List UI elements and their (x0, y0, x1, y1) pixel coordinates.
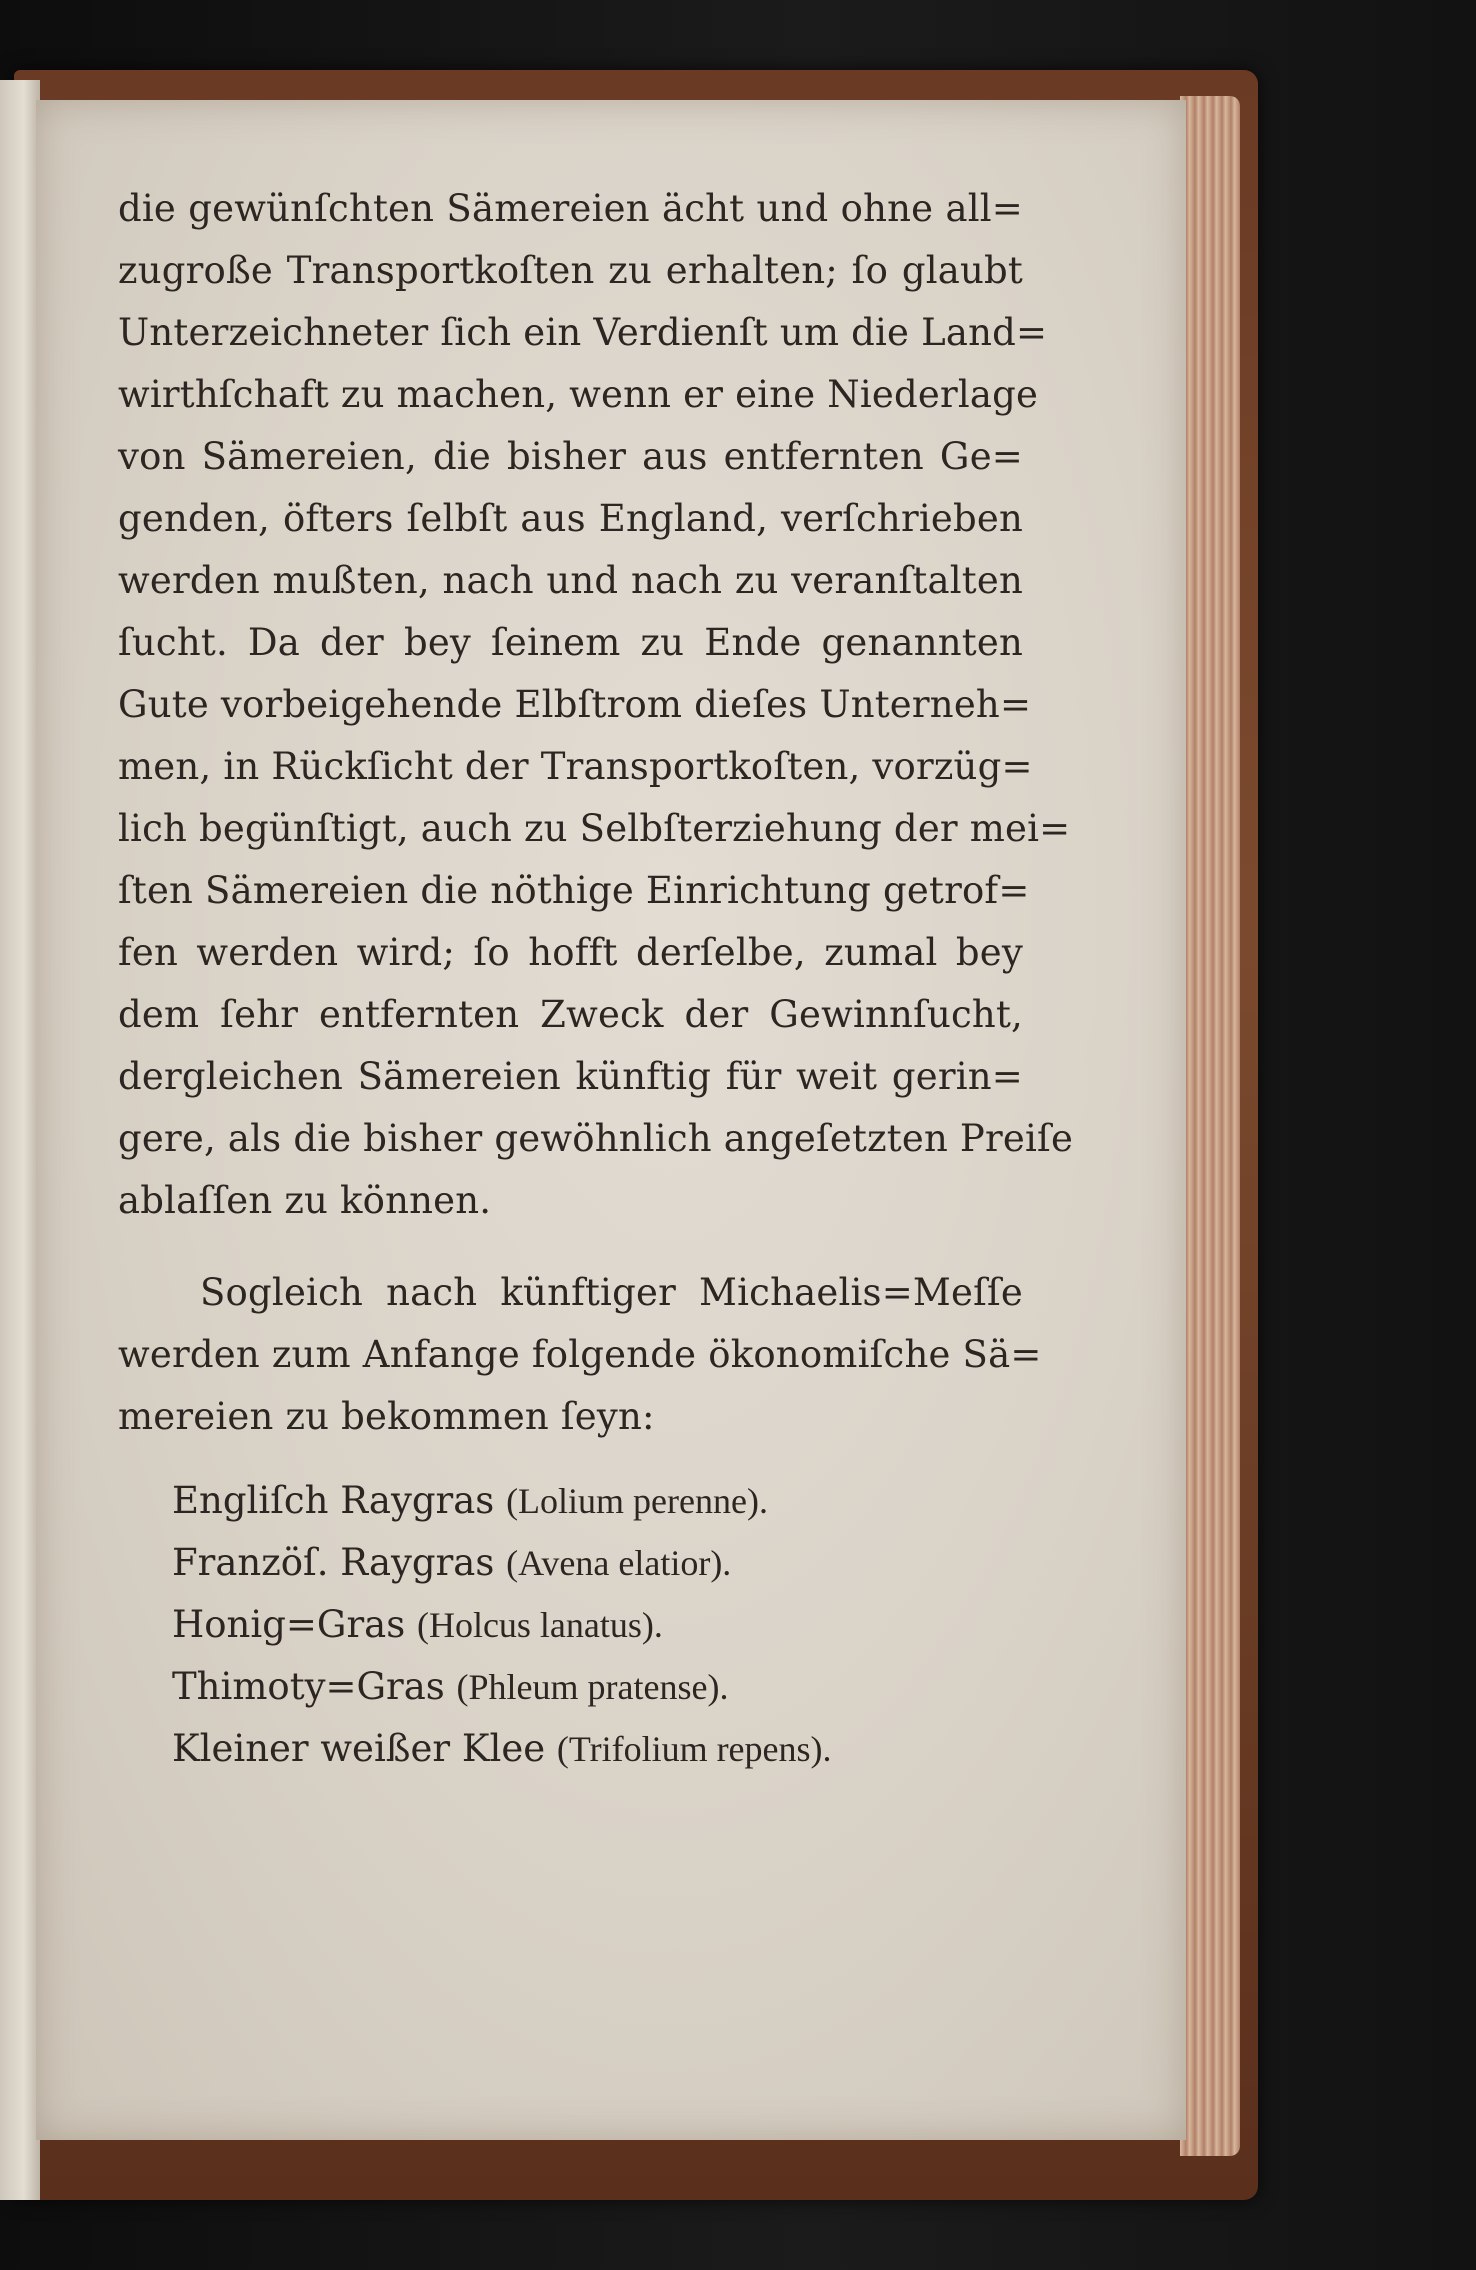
text-line: dergleichen Sämereien künftig für weit gerin= (118, 1055, 1023, 1098)
left-page-gutter (0, 80, 40, 2200)
text-line: men, in Rückſicht der Transportkoſten, vorzüg= (118, 745, 1033, 788)
paragraph-gap (118, 1232, 1023, 1262)
seed-latin-name: (Holcus lanatus). (416, 1605, 663, 1645)
seed-latin-name: (Lolium perenne). (506, 1481, 768, 1521)
seed-name: Kleiner weißer Klee (172, 1727, 546, 1770)
list-item (118, 1532, 1023, 1594)
seed-name: Franzöſ. Raygras (172, 1541, 495, 1584)
text-line: dem ſehr entfernten Zweck der Gewinnſucht, (118, 993, 1023, 1036)
paragraph-1 (118, 178, 1074, 1232)
list-item (118, 1594, 1023, 1656)
text-line: Sogleich nach künftiger Michaelis=Meſſe (200, 1271, 1023, 1314)
seed-name: Honig=Gras (172, 1603, 406, 1646)
text-line: gere, als die bisher gewöhnlich angeſetzten Preiſe (118, 1117, 1074, 1160)
seed-latin-name: (Trifolium repens). (556, 1729, 832, 1769)
text-line: genden, öfters ſelbſt aus England, verſchrieben (118, 497, 1023, 540)
list-item (118, 1470, 1023, 1532)
page-text (118, 178, 1074, 1780)
seed-name: Engliſch Raygras (172, 1479, 495, 1522)
text-line: lich begünſtigt, auch zu Selbſterziehung der mei= (118, 807, 1071, 850)
text-line: Gute vorbeigehende Elbſtrom dieſes Unterneh= (118, 683, 1032, 726)
text-line: mereien zu bekommen ſeyn: (118, 1395, 655, 1438)
text-line: wirthſchaft zu machen, wenn er eine Niederlage (118, 373, 1039, 416)
seed-latin-name: (Avena elatior). (506, 1543, 732, 1583)
list-item (118, 1656, 1023, 1718)
text-line: ſucht. Da der bey ſeinem zu Ende genannten (118, 621, 1023, 664)
text-line: ſten Sämereien die nöthige Einrichtung getrof= (118, 869, 1030, 912)
seed-name: Thimoty=Gras (172, 1665, 445, 1708)
paragraph-2 (118, 1262, 1042, 1448)
text-line: zugroße Transportkoſten zu erhalten; ſo glaubt (118, 249, 1023, 292)
text-line: werden zum Anfange folgende ökonomiſche Sä= (118, 1333, 1042, 1376)
seed-latin-name: (Phleum pratense). (456, 1667, 729, 1707)
text-line: von Sämereien, die bisher aus entfernten Ge= (118, 435, 1023, 478)
seed-list (118, 1470, 1023, 1780)
text-line: werden mußten, nach und nach zu veranſtalten (118, 559, 1023, 602)
text-line: Unterzeichneter ſich ein Verdienſt um die Land= (118, 311, 1048, 354)
text-line: die gewünſchten Sämereien ächt und ohne all= (118, 187, 1023, 230)
page-leaves-edge (1180, 96, 1240, 2156)
text-line: fen werden wird; ſo hofft derſelbe, zumal bey (118, 931, 1023, 974)
text-line: ablaſſen zu können. (118, 1179, 492, 1222)
list-item (118, 1718, 1023, 1780)
